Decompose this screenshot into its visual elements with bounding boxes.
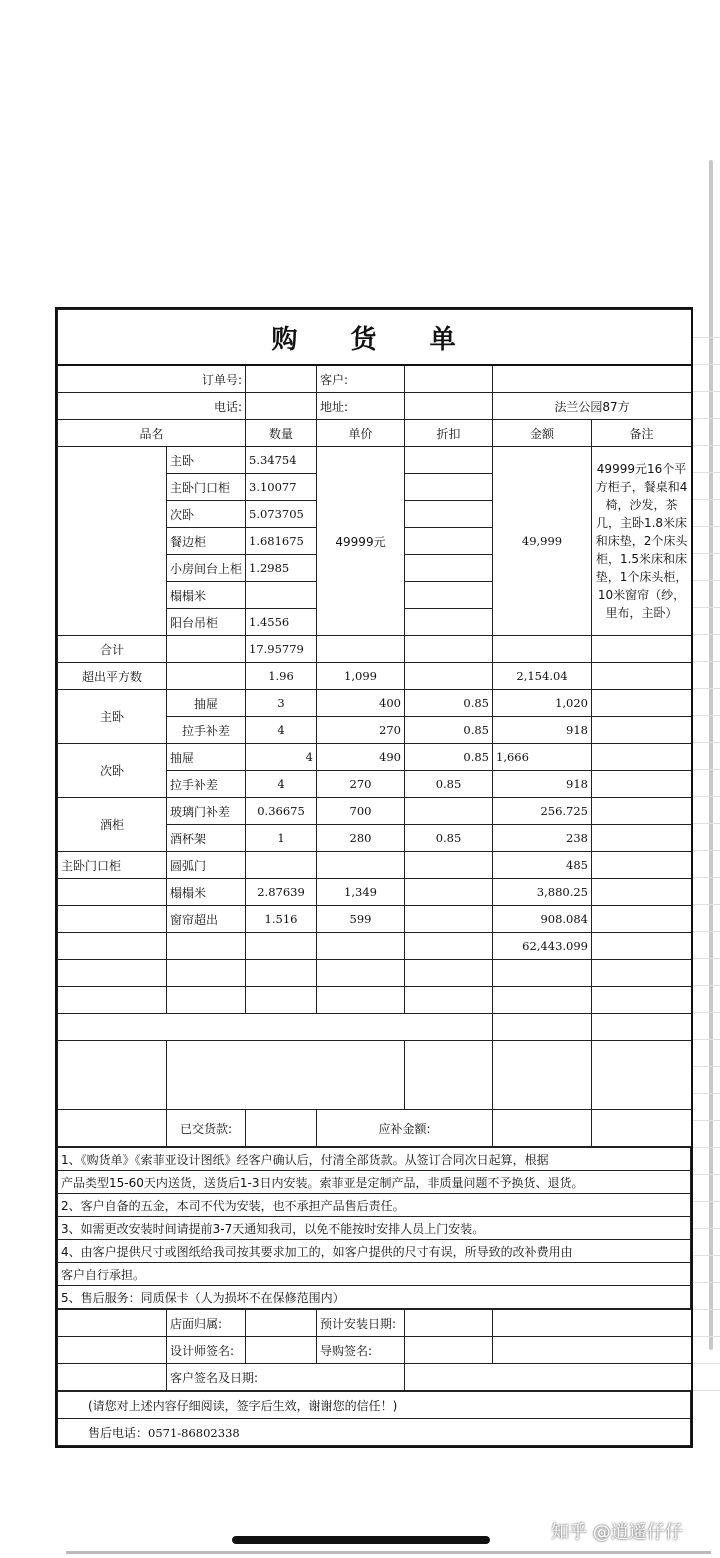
- payment-row: [58, 1110, 692, 1147]
- item-name: 次卧: [167, 501, 246, 528]
- item-qty: 0.36675: [246, 798, 317, 825]
- empty-cell: [493, 1014, 592, 1041]
- designer-label: 设计师签名:: [167, 1337, 246, 1364]
- empty-cell: [317, 960, 405, 987]
- table-row: [58, 852, 692, 879]
- empty-cell: [405, 636, 493, 663]
- item-discount: [405, 474, 493, 501]
- adjacent-sheet-line: [692, 1201, 720, 1202]
- adjacent-sheet-line: [692, 1012, 720, 1013]
- table-row: [58, 879, 692, 906]
- adjacent-sheet-line: [692, 796, 720, 797]
- adjacent-sheet-line: [692, 769, 720, 770]
- empty-cell: [592, 879, 692, 906]
- empty-cell: [493, 1310, 692, 1337]
- excess-qty: 1.96: [246, 663, 317, 690]
- hotline-value: 0571-86802338: [148, 1425, 240, 1440]
- empty-cell: [493, 636, 592, 663]
- item-qty: 4: [246, 744, 317, 771]
- empty-cell: [405, 879, 493, 906]
- adjacent-sheet-line: [692, 823, 720, 824]
- item-discount: [405, 447, 493, 474]
- adjacent-sheet-line: [692, 931, 720, 932]
- empty-cell: [592, 771, 692, 798]
- adjacent-sheet-line: [692, 364, 720, 365]
- install-date-label: 预计安装日期:: [317, 1310, 405, 1337]
- item-name: 餐边柜: [167, 528, 246, 555]
- item-amount: 1,666: [493, 744, 592, 771]
- item-qty: [246, 852, 317, 879]
- empty-cell: [405, 906, 493, 933]
- empty-cell: [167, 960, 246, 987]
- package-group-cell: [58, 447, 167, 636]
- item-amount: 1,020: [493, 690, 592, 717]
- empty-cell: [58, 1014, 493, 1041]
- empty-cell: [592, 636, 692, 663]
- paid-label: 已交货款:: [167, 1110, 246, 1147]
- adjacent-sheet-line: [692, 1336, 720, 1337]
- column-header-amount: 金额: [493, 420, 592, 447]
- item-name: 玻璃门补差: [167, 798, 246, 825]
- total-label: 合计: [58, 636, 167, 663]
- empty-cell: [317, 933, 405, 960]
- adjacent-sheet-line: [692, 607, 720, 608]
- adjacent-sheet-line: [692, 715, 720, 716]
- empty-cell: [405, 1041, 493, 1110]
- adjacent-sheet-line: [692, 1174, 720, 1175]
- item-qty: 4: [246, 771, 317, 798]
- watermark: 知乎 @逍遥仔仔: [551, 1522, 683, 1543]
- empty-cell: [592, 744, 692, 771]
- adjacent-sheet-line: [692, 391, 720, 392]
- item-discount: [405, 501, 493, 528]
- group-label: [58, 906, 167, 933]
- paid-value: [246, 1110, 317, 1147]
- adjacent-sheet-line: [692, 337, 720, 338]
- table-row: [58, 798, 692, 825]
- terms-line: 客户自行承担。: [58, 1263, 691, 1286]
- signature-table: [57, 1309, 692, 1391]
- adjacent-sheet-line: [692, 688, 720, 689]
- address-label: 地址:: [317, 393, 405, 420]
- item-amount: 908.084: [493, 906, 592, 933]
- adjacent-sheet-line: [692, 1039, 720, 1040]
- package-amount: 49,999: [493, 447, 592, 636]
- adjacent-sheet-line: [692, 904, 720, 905]
- customer-sign-label: 客户签名及日期:: [167, 1364, 405, 1391]
- purchase-order-sheet: [57, 309, 691, 1446]
- adjacent-sheet-line: [692, 526, 720, 527]
- adjacent-sheet-line: [692, 1120, 720, 1121]
- total-row: [58, 636, 692, 663]
- item-name: 抽屉: [167, 744, 246, 771]
- empty-cell: [592, 960, 692, 987]
- item-discount: [405, 555, 493, 582]
- item-qty: [246, 582, 317, 609]
- bottom-scroll-indicator: [66, 1551, 711, 1554]
- phone-label: 电话:: [58, 393, 246, 420]
- item-price: 270: [317, 771, 405, 798]
- item-qty: 1.516: [246, 906, 317, 933]
- empty-cell: [58, 1041, 167, 1110]
- column-header-name: 品名: [58, 420, 246, 447]
- adjacent-sheet-line: [692, 1093, 720, 1094]
- empty-cell: [58, 933, 167, 960]
- adjacent-sheet-line: [692, 1363, 720, 1364]
- item-price: 599: [317, 906, 405, 933]
- empty-row: [58, 1041, 692, 1110]
- item-discount: [405, 528, 493, 555]
- empty-cell: [592, 663, 692, 690]
- designer-value: [246, 1337, 317, 1364]
- table-row: [58, 744, 692, 771]
- empty-cell: [167, 933, 246, 960]
- column-header-price: 单价: [317, 420, 405, 447]
- notice-text: (请您对上述内容仔细阅读，签字后生效，谢谢您的信任！): [58, 1392, 691, 1419]
- empty-cell: [405, 960, 493, 987]
- table-row: [58, 690, 692, 717]
- item-name: 拉手补差: [167, 771, 246, 798]
- empty-cell: [58, 960, 167, 987]
- hotline: [58, 1419, 691, 1446]
- empty-cell: [246, 933, 317, 960]
- item-qty: 4: [246, 717, 317, 744]
- adjacent-sheet-line: [692, 580, 720, 581]
- terms-table: [57, 1147, 691, 1309]
- empty-cell: [246, 960, 317, 987]
- item-price: 280: [317, 825, 405, 852]
- due-value: [493, 1110, 592, 1147]
- hotline-label: 售后电话：: [88, 1425, 149, 1440]
- adjacent-sheet-line: [692, 472, 720, 473]
- empty-cell: [592, 690, 692, 717]
- empty-cell: [592, 717, 692, 744]
- item-discount: [405, 798, 493, 825]
- address-value-blank: [405, 393, 493, 420]
- empty-cell: [317, 636, 405, 663]
- empty-cell: [167, 663, 246, 690]
- adjacent-sheet-line: [692, 418, 720, 419]
- package-price: 49999元: [317, 447, 405, 636]
- empty-cell: [493, 1337, 692, 1364]
- adjacent-sheet-line: [692, 742, 720, 743]
- item-discount: 0.85: [405, 717, 493, 744]
- adjacent-sheet-line: [692, 1147, 720, 1148]
- address-value: 法兰公园87方: [493, 393, 692, 420]
- item-name: 拉手补差: [167, 717, 246, 744]
- item-amount: 918: [493, 771, 592, 798]
- order-number-value: [246, 365, 317, 393]
- adjacent-sheet-line: [692, 661, 720, 662]
- adjacent-sheet-edge: [692, 309, 720, 1409]
- adjacent-sheet-line: [692, 850, 720, 851]
- home-indicator[interactable]: [232, 1536, 490, 1544]
- empty-cell: [405, 663, 493, 690]
- install-date-value: [405, 1310, 493, 1337]
- item-amount: 238: [493, 825, 592, 852]
- empty-cell: [592, 933, 692, 960]
- item-amount: 3,880.25: [493, 879, 592, 906]
- empty-cell: [167, 1041, 405, 1110]
- item-name: 主卧: [167, 447, 246, 474]
- grand-total-row: [58, 933, 692, 960]
- footer-table: [57, 1391, 691, 1446]
- item-price: 1,349: [317, 879, 405, 906]
- phone-value: [246, 393, 317, 420]
- column-header-discount: 折扣: [405, 420, 493, 447]
- item-qty: 3: [246, 690, 317, 717]
- grand-total: 62,443.099: [493, 933, 592, 960]
- empty-cell: [246, 987, 317, 1014]
- empty-cell: [58, 1310, 167, 1337]
- item-name: 主卧门口柜: [167, 474, 246, 501]
- item-name: 圆弧门: [167, 852, 246, 879]
- adjacent-sheet-line: [692, 1255, 720, 1256]
- order-number-label: 订单号:: [58, 365, 246, 393]
- adjacent-sheet-line: [692, 958, 720, 959]
- terms-line: 2、客户自备的五金，本司不代为安装，也不承担产品售后责任。: [58, 1194, 691, 1217]
- column-header-note: 备注: [592, 420, 692, 447]
- empty-cell: [592, 798, 692, 825]
- excess-amount: 2,154.04: [493, 663, 592, 690]
- group-label: 酒柜: [58, 798, 167, 852]
- guide-label: 导购签名:: [317, 1337, 405, 1364]
- item-amount: 918: [493, 717, 592, 744]
- adjacent-sheet-line: [692, 1282, 720, 1283]
- adjacent-sheet-line: [692, 499, 720, 500]
- item-discount: [405, 609, 493, 636]
- excess-row: [58, 663, 692, 690]
- item-discount: 0.85: [405, 690, 493, 717]
- item-qty: 3.10077: [246, 474, 317, 501]
- empty-cell: [592, 852, 692, 879]
- empty-row: [58, 960, 692, 987]
- item-name: 榻榻米: [167, 879, 246, 906]
- excess-price: 1,099: [317, 663, 405, 690]
- empty-cell: [167, 636, 246, 663]
- empty-cell: [592, 987, 692, 1014]
- package-note: 49999元16个平方柜子，餐桌和4椅，沙发，茶几，主卧1.8米床和床垫，2个床头柜，1.5米床和床垫，1个床头柜，10米窗帘（纱，里布，主卧）: [592, 447, 692, 636]
- adjacent-sheet-line: [692, 1228, 720, 1229]
- item-name: 小房间台上柜: [167, 555, 246, 582]
- empty-cell: [493, 960, 592, 987]
- empty-cell: [592, 1041, 692, 1110]
- item-price: 270: [317, 717, 405, 744]
- table-row: [58, 906, 692, 933]
- customer-value: [405, 365, 493, 393]
- item-name: 阳台吊柜: [167, 609, 246, 636]
- adjacent-sheet-line: [692, 445, 720, 446]
- empty-cell: [58, 987, 167, 1014]
- customer-value-extra: [493, 365, 692, 393]
- item-discount: 0.85: [405, 825, 493, 852]
- empty-row: [58, 1014, 692, 1041]
- table-row: [58, 447, 692, 474]
- group-label: 次卧: [58, 744, 167, 798]
- store-label: 店面归属:: [167, 1310, 246, 1337]
- item-amount: 485: [493, 852, 592, 879]
- empty-cell: [592, 906, 692, 933]
- item-price: 490: [317, 744, 405, 771]
- guide-value: [405, 1337, 493, 1364]
- due-label: 应补金额:: [317, 1110, 493, 1147]
- terms-line: 产品类型15-60天内送货，送货后1-3日内安装。索菲亚是定制产品，非质量问题不予换货、退货。: [58, 1171, 691, 1194]
- item-qty: 1: [246, 825, 317, 852]
- page-title: 购 货 单: [58, 310, 692, 366]
- excess-label: 超出平方数: [58, 663, 167, 690]
- item-price: 400: [317, 690, 405, 717]
- item-price: 700: [317, 798, 405, 825]
- adjacent-sheet-line: [692, 1390, 720, 1391]
- item-discount: [405, 582, 493, 609]
- item-qty: 1.2985: [246, 555, 317, 582]
- item-qty: 5.34754: [246, 447, 317, 474]
- adjacent-sheet-line: [692, 634, 720, 635]
- item-qty: 1.4556: [246, 609, 317, 636]
- empty-row: [58, 987, 692, 1014]
- adjacent-sheet-line: [692, 553, 720, 554]
- item-qty: 1.681675: [246, 528, 317, 555]
- empty-cell: [592, 825, 692, 852]
- empty-cell: [58, 1110, 167, 1147]
- item-qty: 2.87639: [246, 879, 317, 906]
- group-label: 主卧: [58, 690, 167, 744]
- customer-sign-value: [405, 1364, 692, 1391]
- item-name: 窗帘超出: [167, 906, 246, 933]
- terms-line: 1、《购货单》《索菲亚设计图纸》经客户确认后，付清全部货款。从签订合同次日起算，根据: [58, 1148, 691, 1171]
- empty-cell: [592, 1014, 692, 1041]
- empty-cell: [592, 1110, 692, 1147]
- item-price: [317, 852, 405, 879]
- total-qty: 17.95779: [246, 636, 317, 663]
- customer-label: 客户:: [317, 365, 405, 393]
- empty-cell: [167, 987, 246, 1014]
- item-qty: 5.073705: [246, 501, 317, 528]
- group-label: 主卧门口柜: [58, 852, 167, 879]
- item-discount: 0.85: [405, 771, 493, 798]
- terms-line: 5、售后服务：同质保卡（人为损坏不在保修范围内）: [58, 1286, 691, 1309]
- column-header-qty: 数量: [246, 420, 317, 447]
- item-name: 榻榻米: [167, 582, 246, 609]
- terms-line: 4、由客户提供尺寸或图纸给我司按其要求加工的，如客户提供的尺寸有误，所导致的改补费用由: [58, 1240, 691, 1263]
- empty-cell: [405, 933, 493, 960]
- group-label: [58, 879, 167, 906]
- adjacent-sheet-line: [692, 1066, 720, 1067]
- adjacent-sheet-line: [692, 985, 720, 986]
- purchase-order-table: [57, 309, 692, 1147]
- terms-line: 3、如需更改安装时间请提前3-7天通知我司，以免不能按时安排人员上门安装。: [58, 1217, 691, 1240]
- empty-cell: [493, 987, 592, 1014]
- adjacent-sheet-line: [692, 1309, 720, 1310]
- empty-cell: [58, 1337, 167, 1364]
- empty-cell: [317, 987, 405, 1014]
- item-discount: 0.85: [405, 744, 493, 771]
- empty-cell: [58, 1364, 167, 1391]
- item-amount: 256.725: [493, 798, 592, 825]
- adjacent-sheet-line: [692, 877, 720, 878]
- item-name: 酒杯架: [167, 825, 246, 852]
- empty-cell: [405, 987, 493, 1014]
- empty-cell: [493, 1041, 592, 1110]
- store-value: [246, 1310, 317, 1337]
- item-name: 抽屉: [167, 690, 246, 717]
- empty-cell: [405, 852, 493, 879]
